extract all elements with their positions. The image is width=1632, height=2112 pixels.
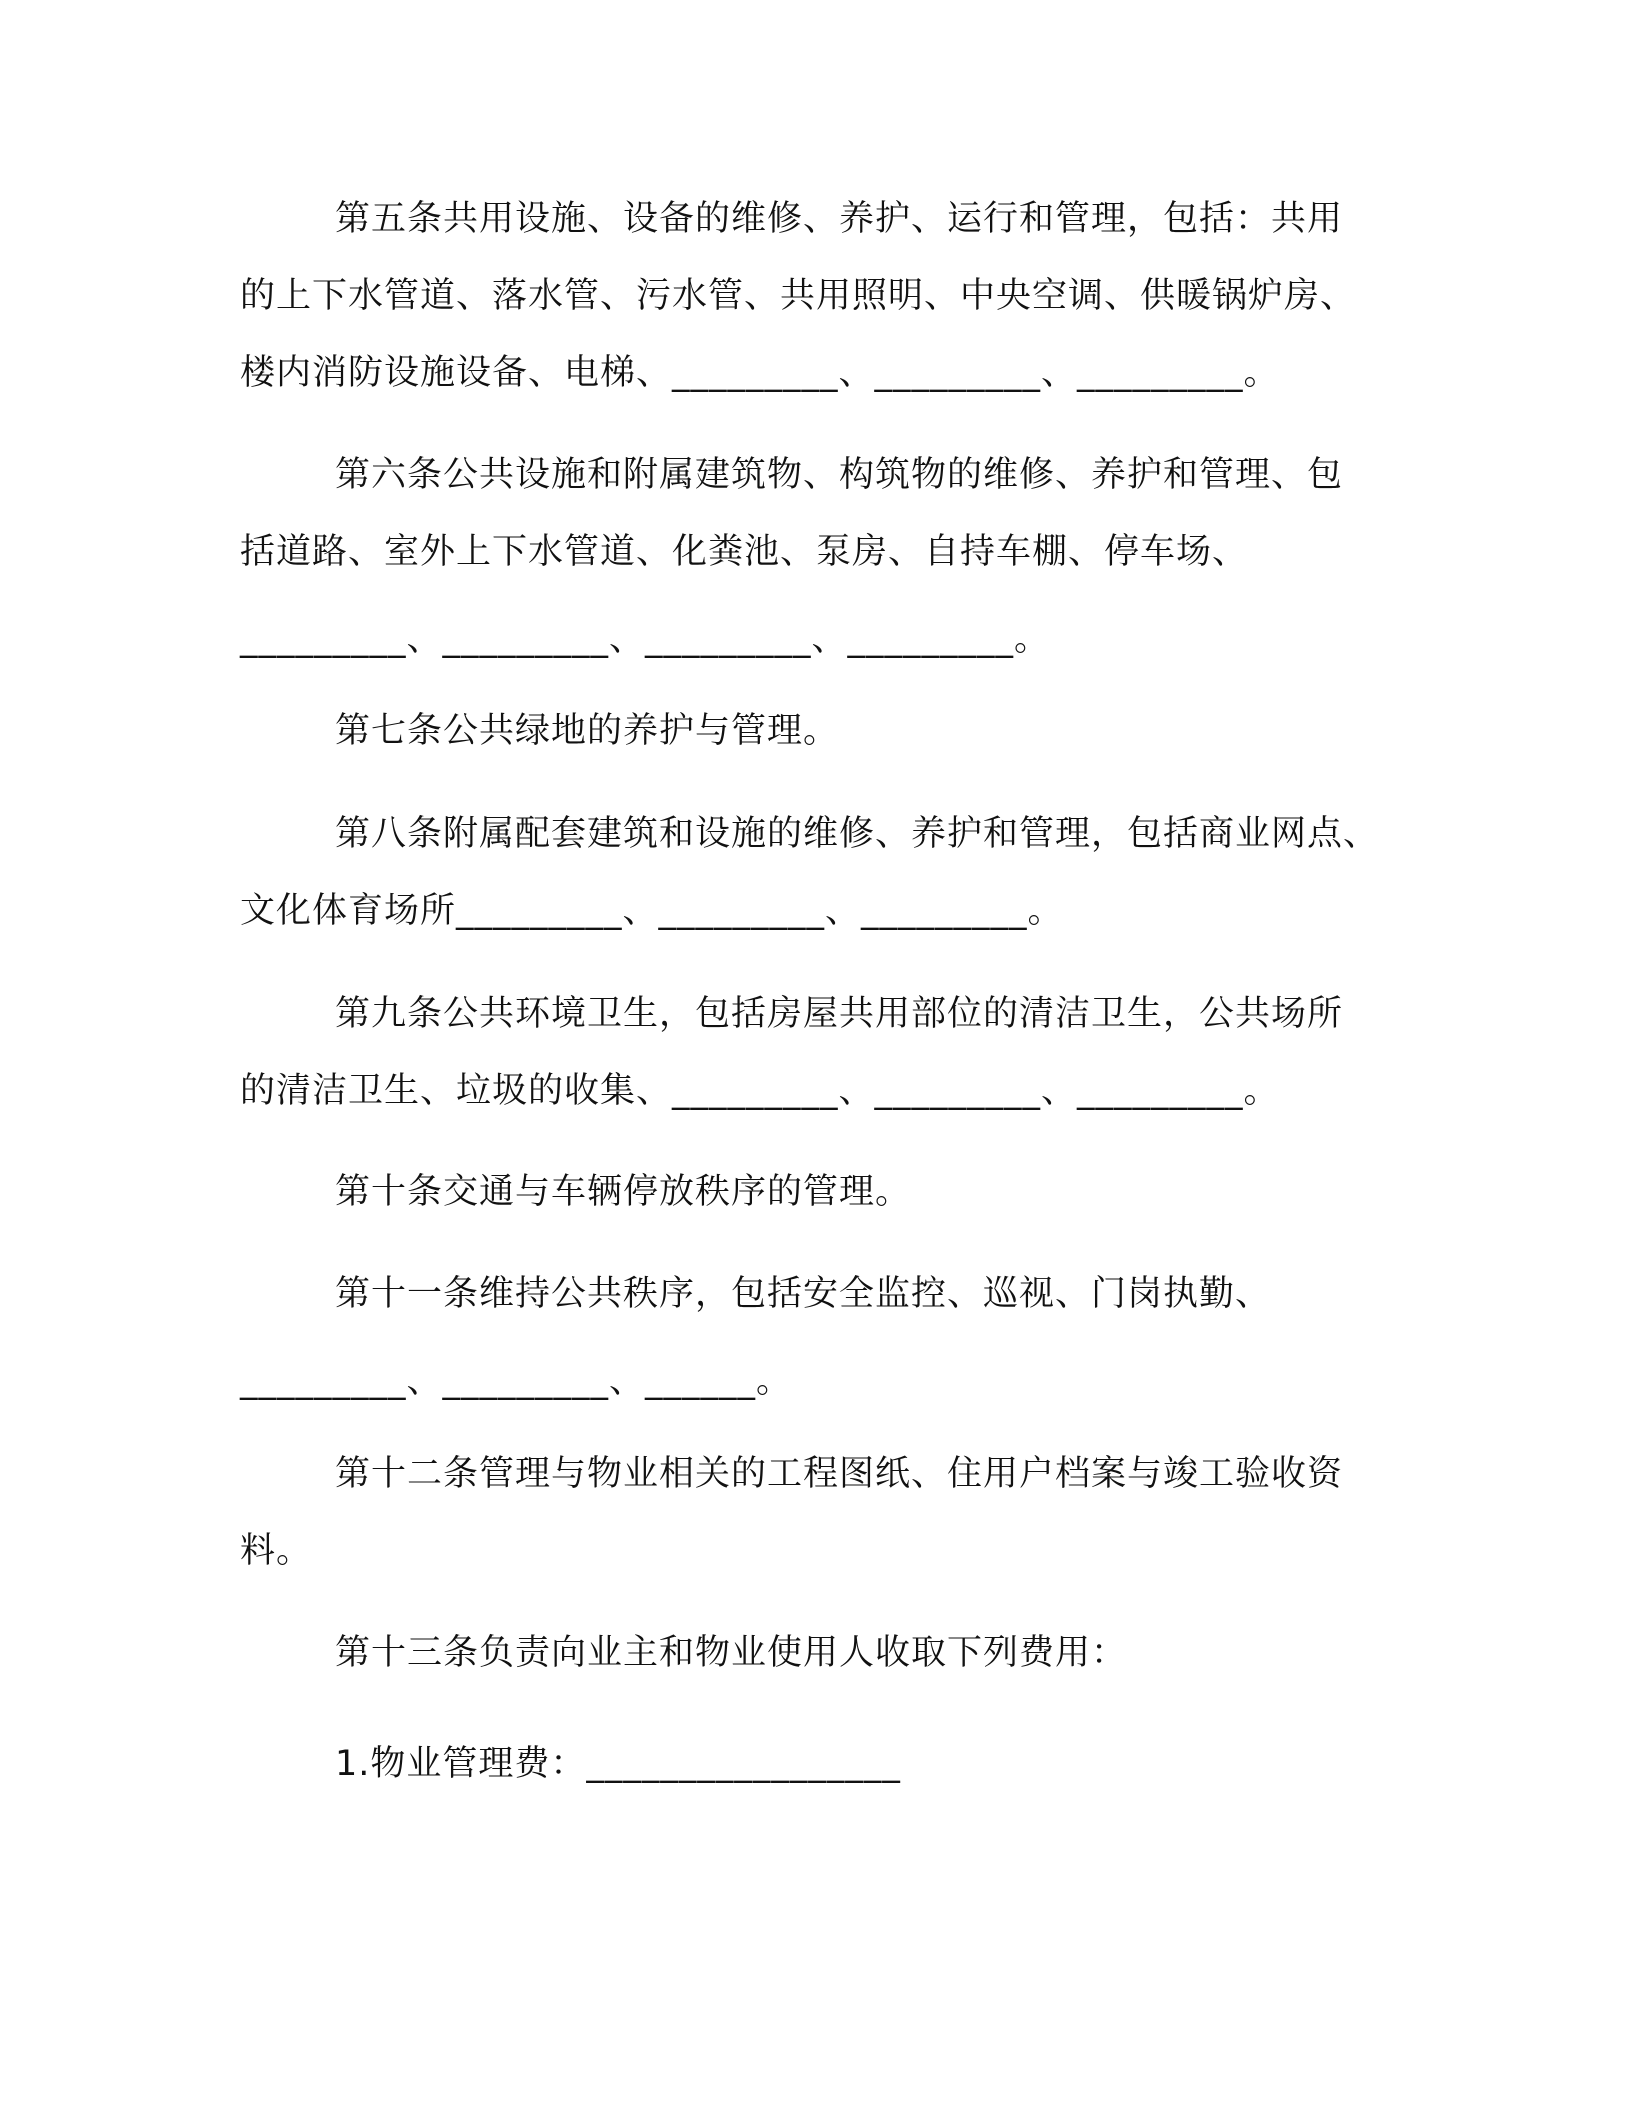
article-6-line-2: 括道路、室外上下水管道、化粪池、泵房、自持车棚、停车场、: [240, 532, 1249, 572]
article-11-line-1: 第十一条维持公共秩序，包括安全监控、巡视、门岗执勤、: [335, 1274, 1272, 1314]
article-6-line-1: 第六条公共设施和附属建筑物、构筑物的维修、养护和管理、包: [335, 455, 1344, 495]
article-11-line-2: _________、_________、______。: [240, 1361, 793, 1401]
article-6-line-3: _________、_________、_________、_________。: [240, 619, 1051, 659]
article-12-line-1: 第十二条管理与物业相关的工程图纸、住用户档案与竣工验收资: [335, 1454, 1344, 1494]
article-5-line-3: 楼内消防设施设备、电梯、_________、_________、_________。: [240, 353, 1280, 393]
article-5-line-2: 的上下水管道、落水管、污水管、共用照明、中央空调、供暖锅炉房、: [240, 276, 1357, 316]
article-7-line-1: 第七条公共绿地的养护与管理。: [335, 711, 840, 751]
article-13-line-1: 第十三条负责向业主和物业使用人收取下列费用：: [335, 1633, 1128, 1673]
article-5-line-1: 第五条共用设施、设备的维修、养护、运行和管理，包括：共用: [335, 199, 1344, 239]
article-12-line-2: 料。: [240, 1531, 313, 1571]
fee-item-1: 1.物业管理费：_________________: [335, 1744, 901, 1784]
article-10-line-1: 第十条交通与车辆停放秩序的管理。: [335, 1172, 912, 1212]
article-8-line-2: 文化体育场所_________、_________、_________。: [240, 891, 1064, 931]
article-9-line-1: 第九条公共环境卫生，包括房屋共用部位的清洁卫生，公共场所: [335, 994, 1344, 1034]
article-9-line-2: 的清洁卫生、垃圾的收集、_________、_________、_________。: [240, 1071, 1280, 1111]
article-8-line-1: 第八条附属配套建筑和设施的维修、养护和管理，包括商业网点、: [335, 814, 1380, 854]
